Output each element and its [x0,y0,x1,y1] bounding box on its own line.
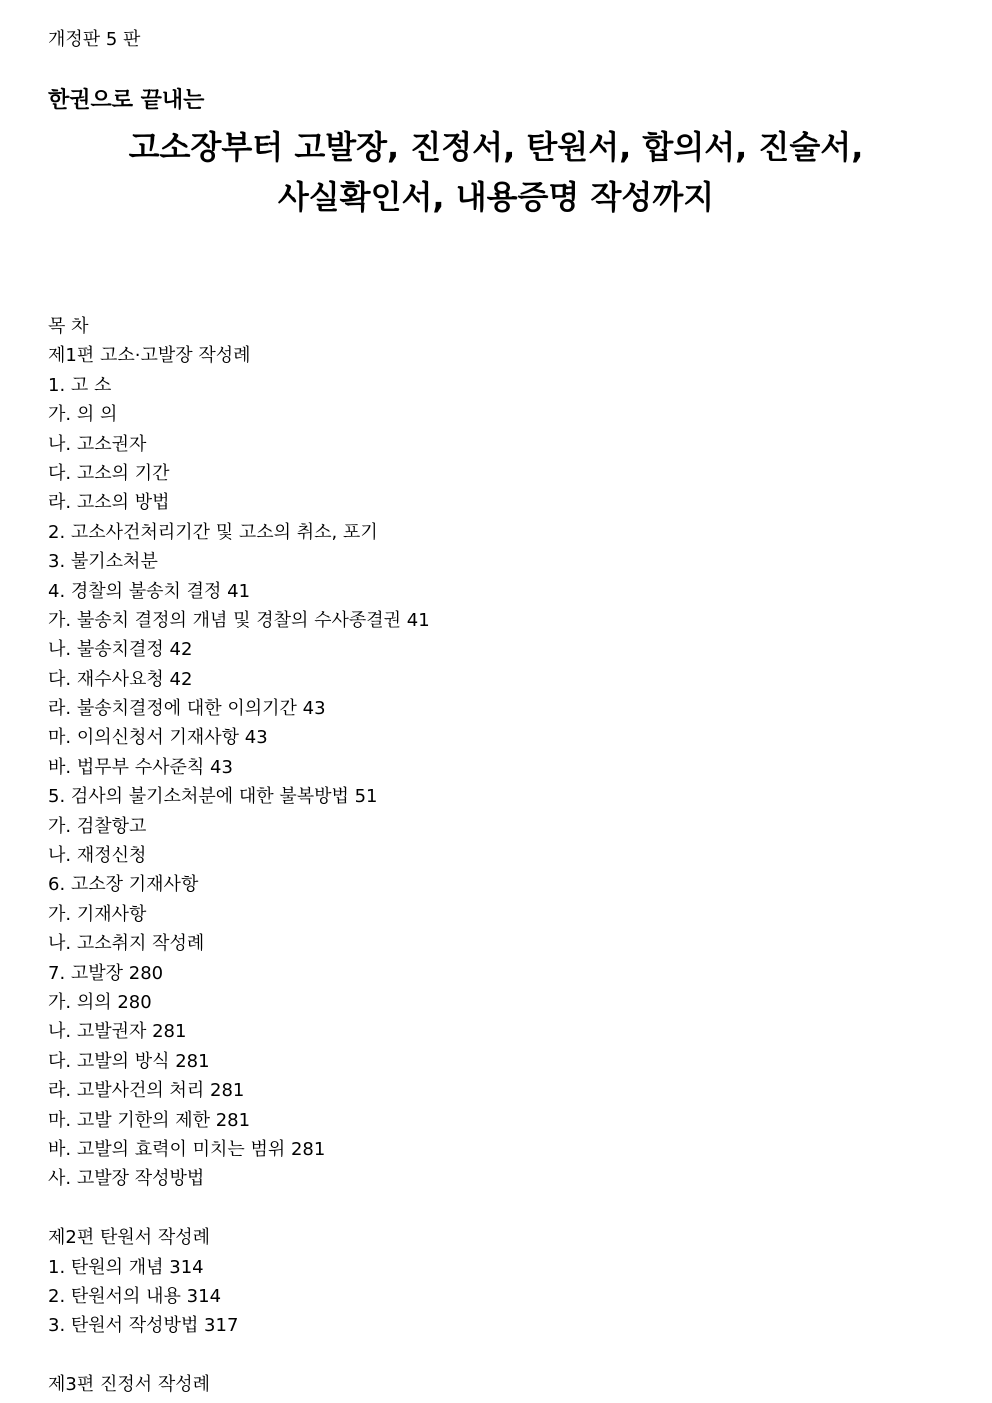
toc-entry: 라. 고발사건의 처리 281 [48,1080,245,1102]
toc-entry: 5. 검사의 불기소처분에 대한 불복방법 51 [48,786,378,808]
book-title-line-1: 고소장부터 고발장, 진정서, 탄원서, 합의서, 진술서, [128,128,864,166]
toc-entry: 사. 고발장 작성방법 [48,1168,205,1190]
toc-entry: 3. 탄원서 작성방법 317 [48,1315,239,1337]
toc-entry: 나. 고소권자 [48,433,147,455]
toc-entry: 마. 이의신청서 기재사항 43 [48,727,268,749]
toc-entry: 다. 재수사요청 42 [48,668,193,690]
toc-entry: 다. 고소의 기간 [48,462,170,484]
book-pretitle: 한권으로 끝내는 [48,88,205,113]
toc-entry: 바. 법무부 수사준칙 43 [48,756,233,778]
toc-entry: 마. 고발 기한의 제한 281 [48,1109,251,1131]
toc-part-title: 제2편 탄원서 작성례 [48,1227,210,1249]
toc-entry: 4. 경찰의 불송치 결정 41 [48,580,251,602]
toc-entry: 가. 의 의 [48,404,118,426]
table-of-contents [48,312,430,1399]
edition-label: 개정판 5 판 [48,29,141,50]
toc-part-title: 제3편 진정서 작성례 [48,1374,210,1396]
toc-entry: 다. 고발의 방식 281 [48,1050,210,1072]
toc-entry: 바. 고발의 효력이 미치는 범위 281 [48,1138,326,1160]
toc-entry: 가. 불송치 결정의 개념 및 경찰의 수사종결권 41 [48,609,430,631]
toc-entry: 나. 고발권자 281 [48,1021,187,1043]
toc-entry: 2. 탄원서의 내용 314 [48,1285,222,1307]
toc-entry: 3. 불기소처분 [48,551,158,573]
book-title-line-2: 사실확인서, 내용증명 작성까지 [277,178,715,216]
toc-entry: 2. 고소사건처리기간 및 고소의 취소, 포기 [48,521,378,543]
toc-entry: 가. 의의 280 [48,991,152,1013]
toc-blank-line [48,1341,430,1370]
toc-entry: 가. 기재사항 [48,903,147,925]
toc-entry: 라. 불송치결정에 대한 이의기간 43 [48,698,326,720]
toc-entry: 나. 재정신청 [48,845,147,867]
toc-entry: 7. 고발장 280 [48,962,164,984]
toc-part-title: 제1편 고소·고발장 작성례 [48,345,251,367]
toc-entry: 1. 탄원의 개념 314 [48,1256,204,1278]
toc-entry: 나. 고소취지 작성례 [48,933,205,955]
toc-blank-line [48,1194,430,1223]
toc-heading: 목 차 [48,316,89,337]
toc-entry: 1. 고 소 [48,374,112,396]
toc-entry: 가. 검찰항고 [48,815,147,837]
toc-entry: 나. 불송치결정 42 [48,639,193,661]
toc-entry: 라. 고소의 방법 [48,492,170,514]
toc-entry: 6. 고소장 기재사항 [48,874,199,896]
